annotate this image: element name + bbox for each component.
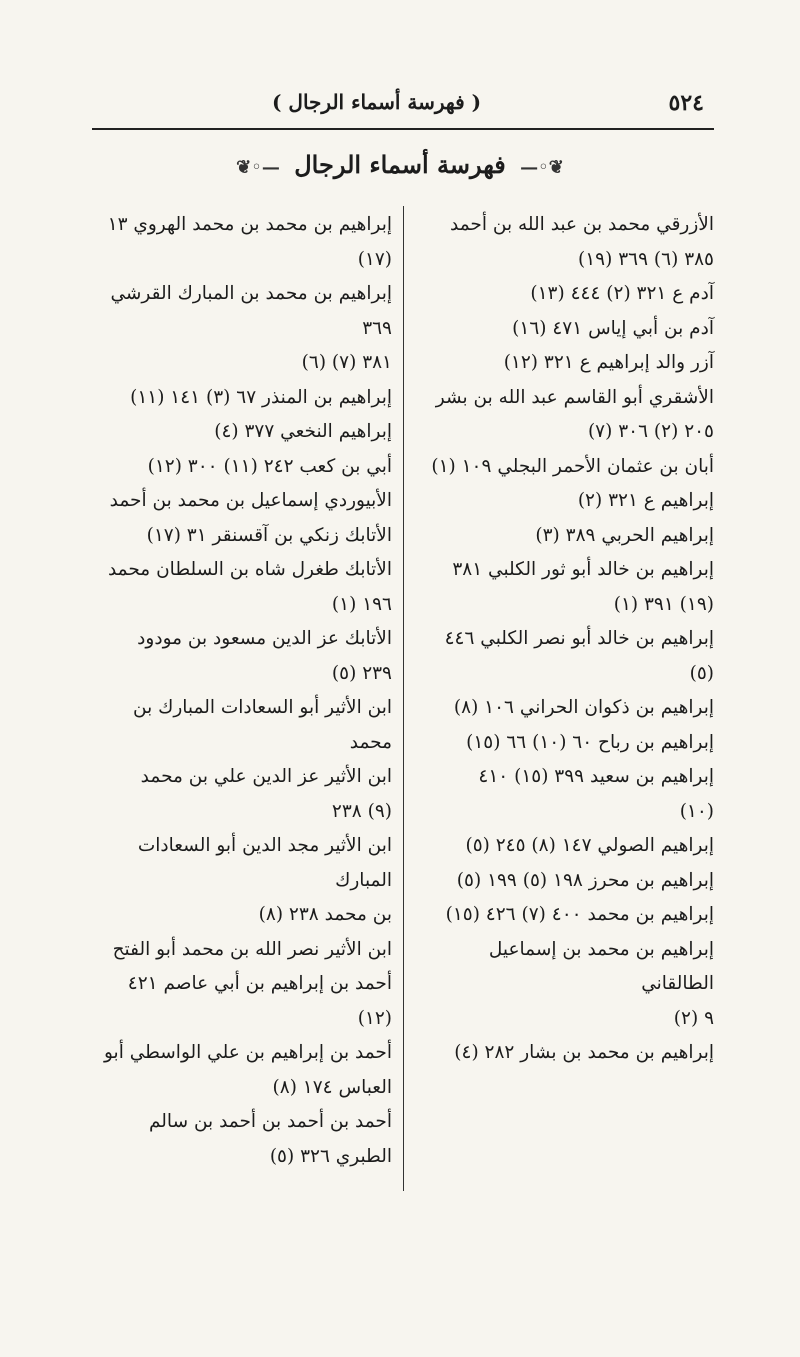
index-entry: إبراهيم الحربي ٣٨٩ (٣) [535,524,714,546]
section-title [0,150,800,179]
index-entry: ابن الأثير أبو السعادات المبارك بن محمد [133,697,392,753]
index-entry: الأبيوردي إسماعيل بن محمد بن أحمد [109,490,392,511]
index-entry: أحمد بن إبراهيم بن أبي عاصم ٤٢١ (١٢) [127,973,392,1029]
index-entry: الأتابك زنكي بن آقسنقر ٣١ (١٧) [146,524,392,546]
index-entry: إبراهيم بن محمد ٤٠٠ (٧) ٤٢٦ (١٥) [445,904,714,925]
index-entry: ابن الأثير نصر الله بن محمد أبو الفتح [112,938,392,960]
index-entry: إبراهيم بن ذكوان الحراني ١٠٦ (٨) [453,697,714,718]
column-divider [403,206,404,1191]
index-entry: إبراهيم بن خالد أبو نصر الكلبي ٤٤٦ (٥) [444,628,714,684]
index-entry: الأشقري أبو القاسم عبد الله بن بشر ٢٠٥ (٢) ٣٠٦ (٧) [435,386,714,442]
ornament-left-icon: ❦◦— [520,157,564,178]
index-entry: إبراهيم بن محمد بن بشار ٢٨٢ (٤) [454,1042,714,1063]
index-entry: الأزرقي محمد بن عبد الله بن أحمد ٣٨٥ (٦) ٣٦٩ (١٩) [450,214,714,270]
index-entry: إبراهيم ع ٣٢١ (٢) [577,490,714,511]
index-entry: الأتابك عز الدين مسعود بن مودود ٢٣٩ (٥) [137,628,392,684]
index-entry: إبراهيم بن محمد بن المبارك القرشي ٣٦٩ ٣٨١ (٧) (٦) [110,283,392,373]
index-entry: آدم ع ٣٢١ (٢) ٤٤٤ (١٣) [530,283,714,304]
index-entry: آزر والد إبراهيم ع ٣٢١ (١٢) [503,352,714,373]
index-entry: إبراهيم بن محمد بن إسماعيل الطالقاني ٩ (٢) [488,938,714,1029]
index-column-right [414,208,714,1071]
index-entry: أحمد بن أحمد بن أحمد بن سالم الطبري ٣٢٦ (٥) [148,1111,392,1167]
running-title: ( فهرسة أسماء الرجال ) [272,90,482,114]
ornament-right-icon: —◦❦ [236,157,280,178]
index-entry: إبراهيم بن سعيد ٣٩٩ (١٥) ٤١٠ (١٠) [478,766,714,822]
index-entry: أبان بن عثمان الأحمر البجلي ١٠٩ (١) [431,455,714,477]
index-entry: إبراهيم بن محمد بن محمد الهروي ١٣ (١٧) [107,214,392,270]
index-entry: ابن الأثير عز الدين علي بن محمد (٩) ٢٣٨ [140,766,392,822]
index-entry: إبراهيم الصولي ١٤٧ (٨) ٢٤٥ (٥) [465,835,714,856]
index-column-left [92,208,392,1174]
page-header [92,88,714,130]
index-entry: إبراهيم بن محرز ١٩٨ (٥) ١٩٩ (٥) [456,869,714,891]
section-title-text: فهرسة أسماء الرجال [294,150,506,179]
page-number: ٥٢٤ [668,90,704,116]
index-entry: إبراهيم بن خالد أبو ثور الكلبي ٣٨١ (١٩) ٣٩١ (١) [452,559,714,615]
index-entry: إبراهيم بن رباح ٦٠ (١٠) ٦٦ (١٥) [466,731,714,753]
index-entry: الأتابك طغرل شاه بن السلطان محمد ١٩٦ (١) [107,559,392,615]
index-entry: أحمد بن إبراهيم بن علي الواسطي أبو العباس ١٧٤ (٨) [103,1042,392,1098]
index-entry: إبراهيم بن المنذر ٦٧ (٣) ١٤١ (١١) إبراهيم النخعي ٣٧٧ (٤) [130,386,392,442]
index-entry: أبي بن كعب ٢٤٢ (١١) ٣٠٠ (١٢) [147,455,392,477]
index-entry: ابن الأثير مجد الدين أبو السعادات المبارك بن محمد ٢٣٨ (٨) [137,835,392,925]
index-entry: آدم بن أبي إياس ٤٧١ (١٦) [512,317,714,339]
